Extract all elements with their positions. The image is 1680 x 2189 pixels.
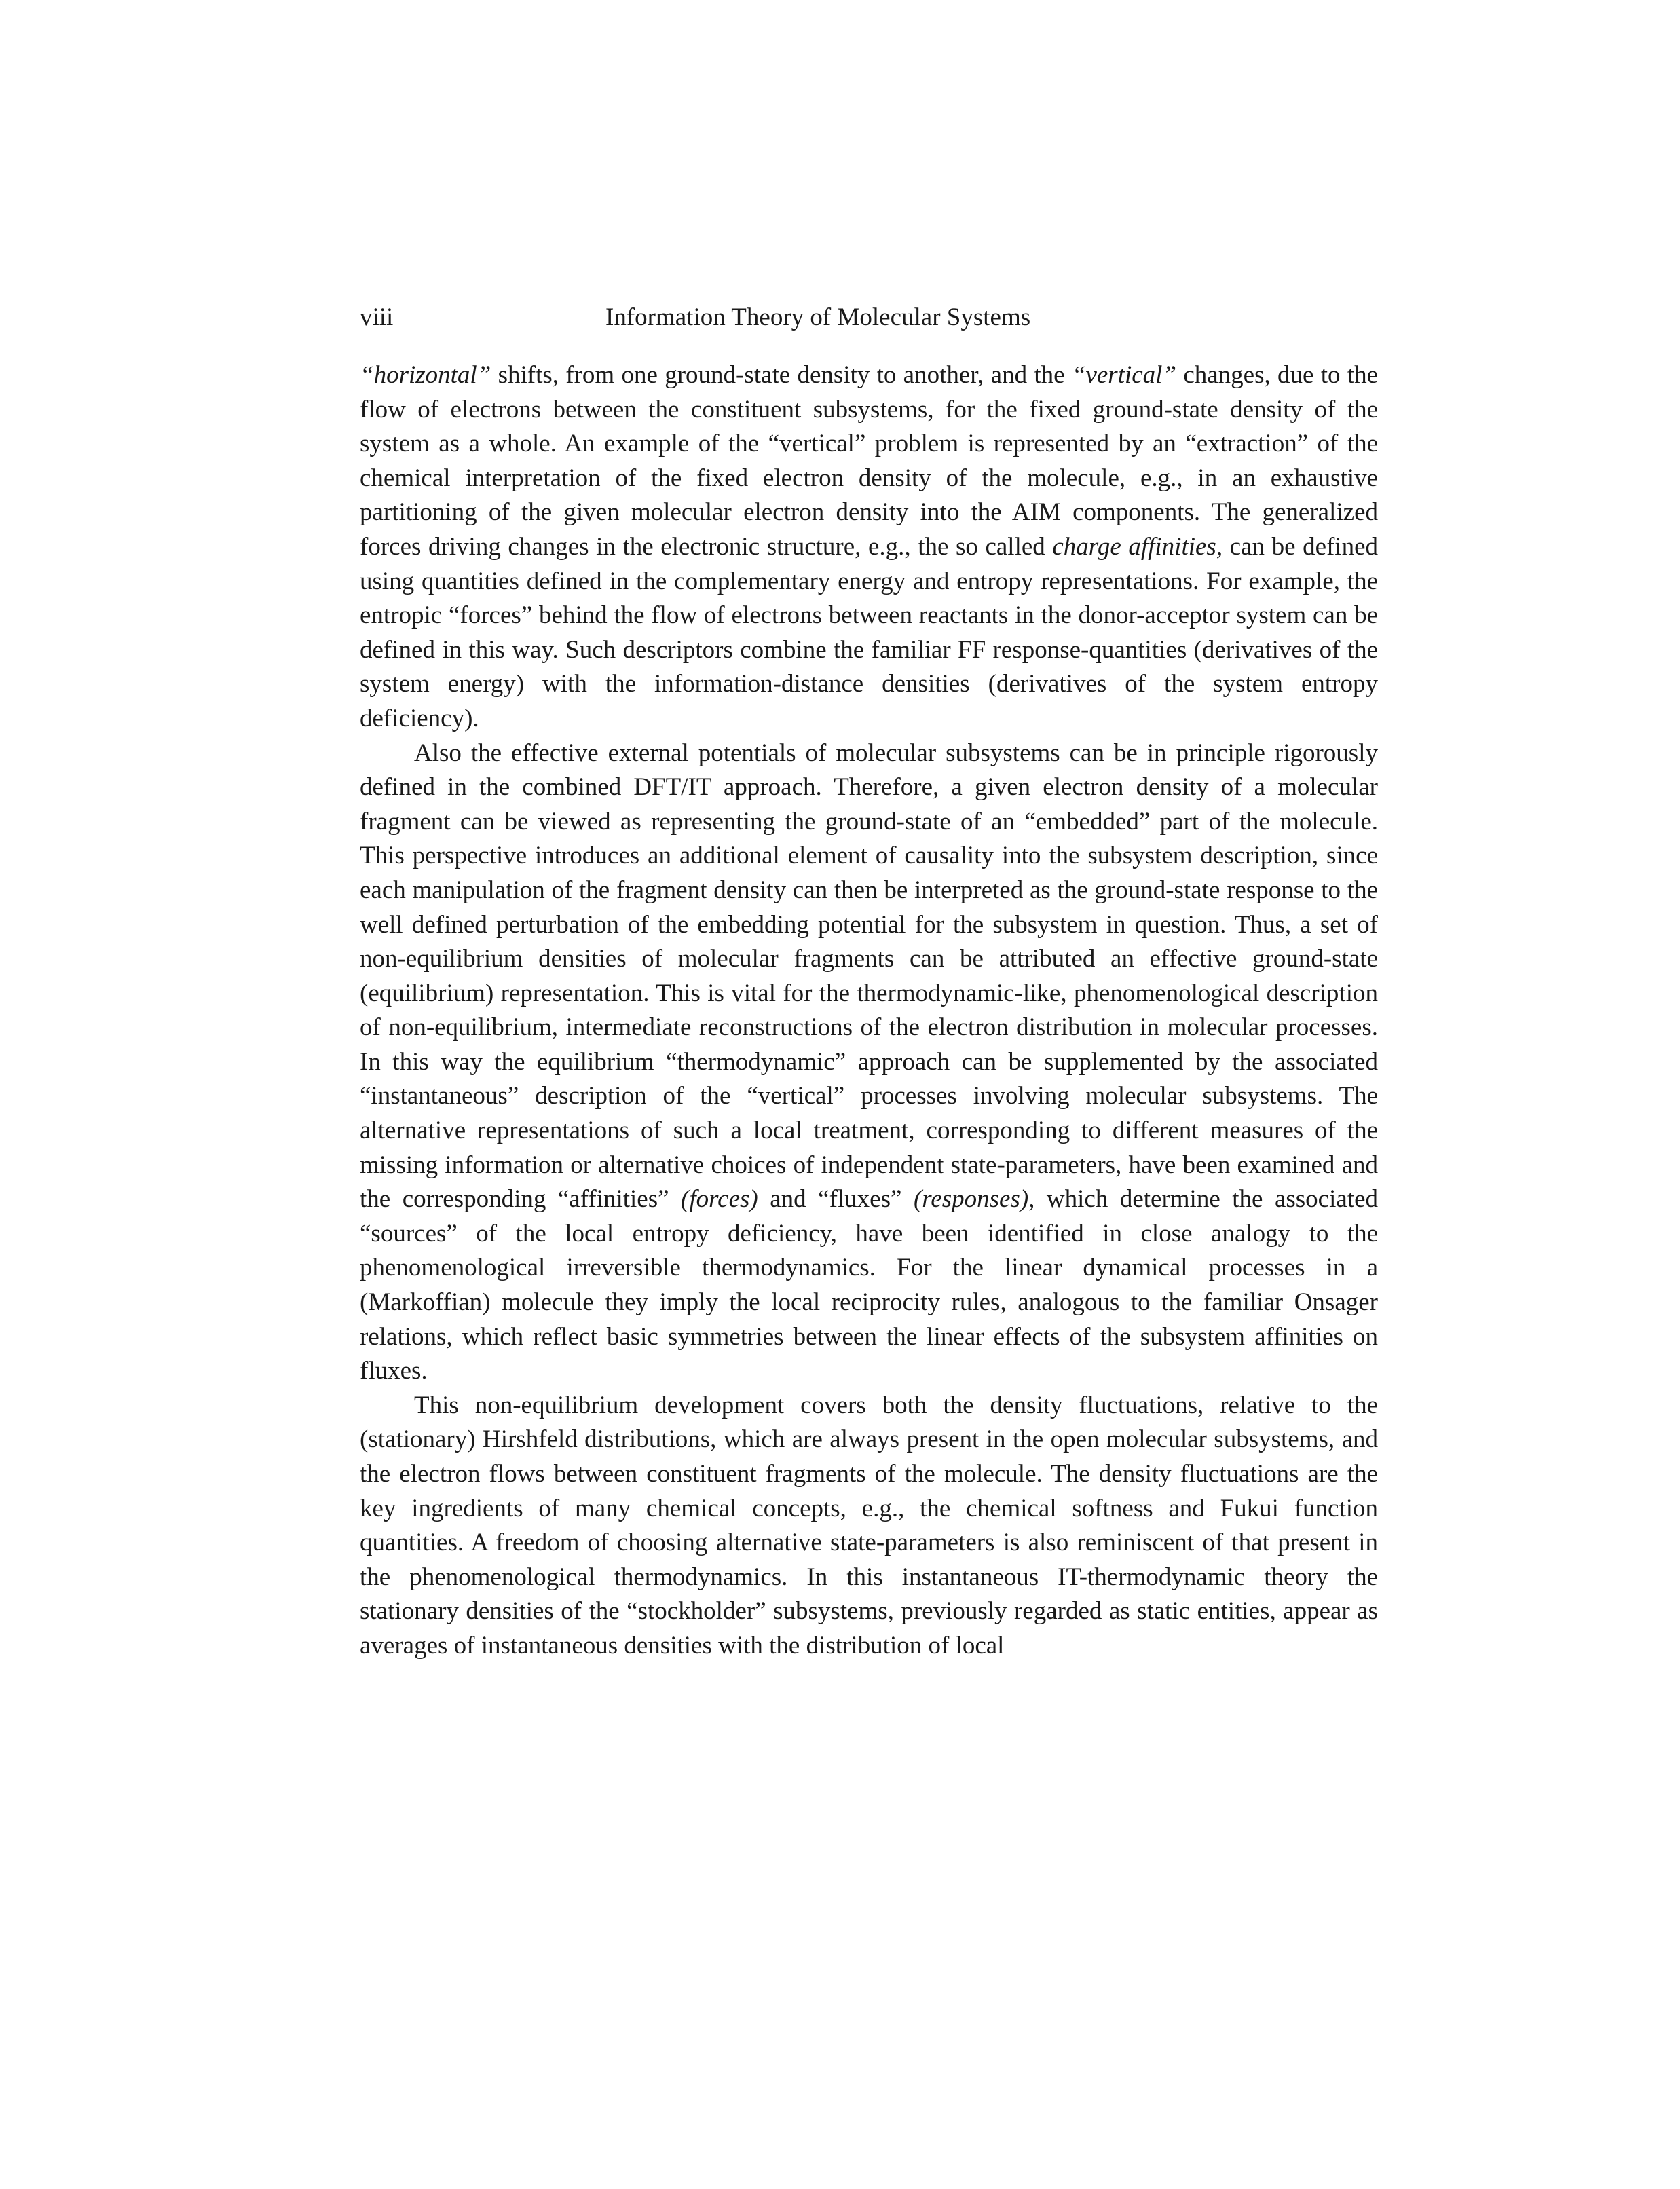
page-header bbox=[360, 297, 1378, 338]
paragraph-1 bbox=[360, 358, 1378, 736]
paragraph-2 bbox=[360, 736, 1378, 1389]
italic-text: “horizontal” bbox=[360, 361, 491, 389]
text-run: can be defined using quantities defined in the complementary energy and entropy representations. For example, the entropic “forces” behind the flow of electrons between reactants in the donor-acceptor system can be defined in this way. Such descriptors combine the familiar FF response-quantities (derivatives of the system energy) with the information-distance densities (derivatives of the system entropy deficiency). bbox=[360, 532, 1379, 732]
running-title: Information Theory of Molecular Systems bbox=[605, 303, 1031, 331]
text-run: shifts, from one ground-state density to another, and the bbox=[491, 361, 1072, 389]
text-run: and “fluxes” bbox=[758, 1185, 914, 1214]
paragraph-3 bbox=[360, 1389, 1378, 1664]
text-run: This non-equilibrium development covers both the density fluctuations, relative to the (stationary) Hirshfeld distributions, which are always present in the open molecular subsystems, and the electron flows between constituent fragments of the molecule. The density fluctuations are the key ingredients of many chemical concepts, e.g., the chemical softness and Fukui function quantities. A freedom of choosing alternative state-parameters is also reminiscent of that present in the phenomenological thermodynamics. In this instantaneous IT-thermodynamic theory the stationary densities of the “stockholder” subsystems, previously regarded as static entities, appear as averages of instantaneous densities with the distribution of local bbox=[360, 1391, 1378, 1660]
page-number: viii bbox=[360, 303, 394, 331]
italic-text: charge affinities, bbox=[1052, 532, 1223, 561]
italic-text: (responses), bbox=[913, 1185, 1035, 1214]
text-run: Also the effective external potentials of molecular subsystems can be in principle rigorously defined in the combined DFT/IT approach. Therefore, a given electron density of a molecular fragment can be viewed as representing the ground-state of an “embedded” part of the molecule. This perspective introduces an additional element of causality into the subsystem description, since each manipulation of the fragment density can then be interpreted as the ground-state response to the well defined perturbation of the embedding potential for the subsystem in question. Thus, a set of non-equilibrium densities of molecular fragments can be attributed an effective ground-state (equilibrium) representation. This is vital for the thermodynamic-like, phenomenological description of non-equilibrium, intermediate reconstructions of the electron distribution in molecular processes. In this way the equilibrium “thermodynamic” approach can be supplemented by the associated “instantaneous” description of the “vertical” processes involving molecular subsystems. The alternative representations of such a local treatment, corresponding to different measures of the missing information or alternative choices of independent state-parameters, have been examined and the corresponding “affinities” bbox=[360, 738, 1378, 1214]
italic-text: (forces) bbox=[681, 1185, 758, 1214]
body-text bbox=[360, 358, 1378, 1664]
italic-text: “vertical” bbox=[1071, 361, 1177, 389]
text-run: changes, due to the flow of electrons between the constituent subsystems, for the fixed ground-state density of the system as a whole. An example of the “vertical” problem is represented by an “extraction” of the chemical interpretation of the fixed electron density of the molecule, e.g., in an exhaustive partitioning of the given molecular electron density into the AIM components. The generalized forces driving changes in the electronic structure, e.g., the so called bbox=[360, 361, 1379, 561]
text-run: which determine the associated “sources” of the local entropy deficiency, have been identified in close analogy to the phenomenological irreversible thermodynamics. For the linear dynamical processes in a (Markoffian) molecule they imply the local reciprocity rules, analogous to the familiar Onsager relations, which reflect basic symmetries between the linear effects of the subsystem affinities on fluxes. bbox=[360, 1185, 1378, 1385]
